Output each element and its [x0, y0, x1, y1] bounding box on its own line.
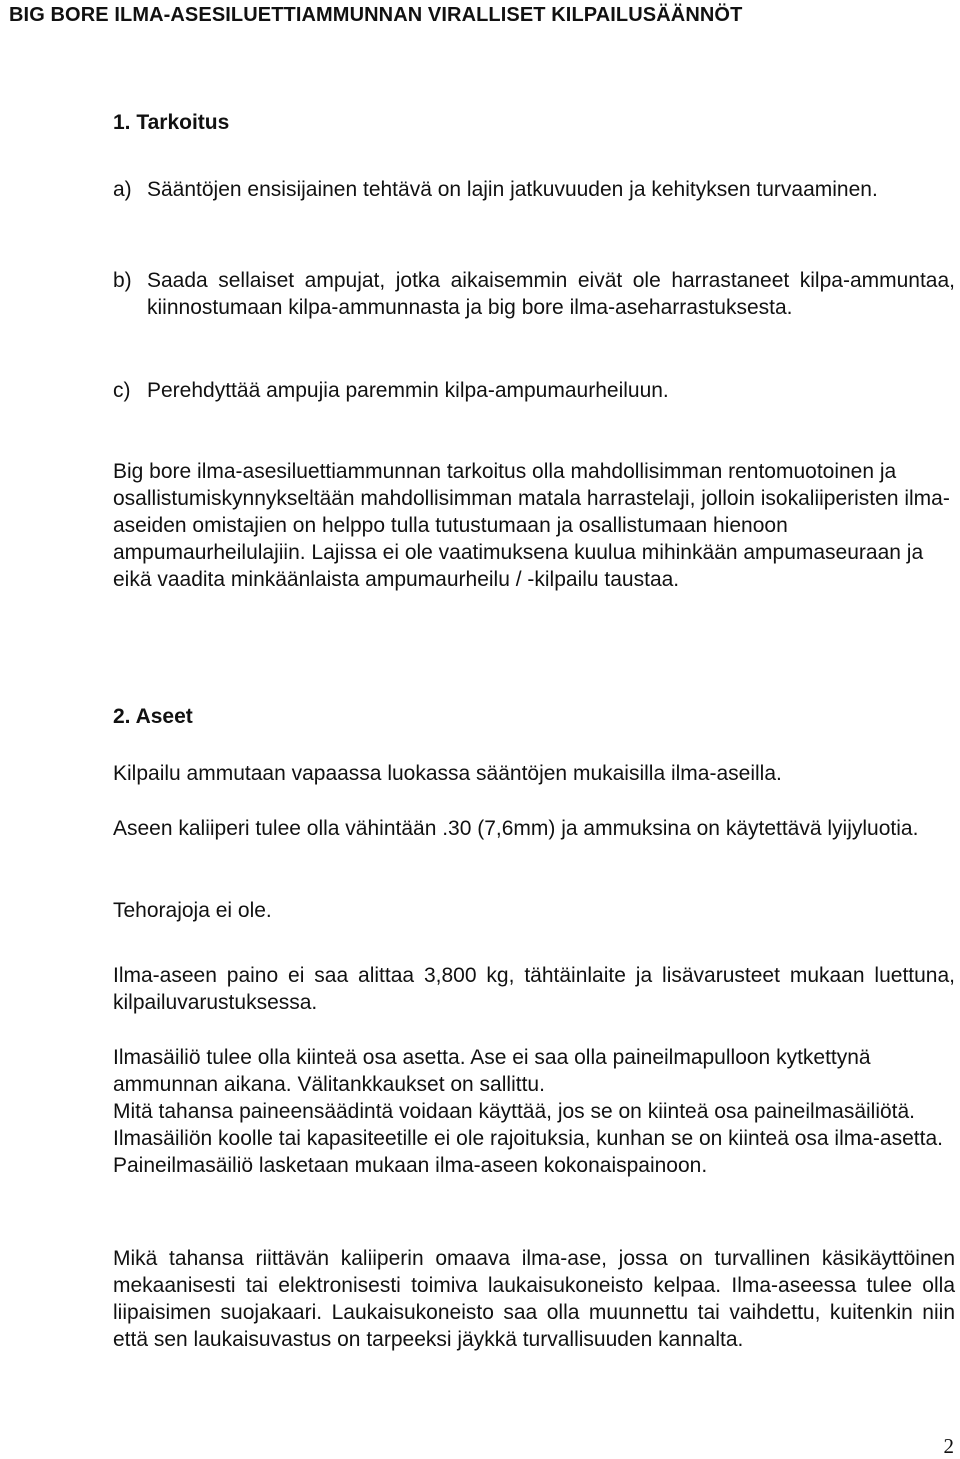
- page-number: 2: [943, 1434, 954, 1458]
- weapons-paragraph-3: Tehorajoja ei ole.: [113, 899, 272, 922]
- list-item-c: [113, 377, 955, 404]
- weapons-paragraph-6: Mitä tahansa paineensäädintä voidaan käyttää, jos se on kiinteä osa paineilmasäiliötä. Ilmasäiliön koolle tai kapasiteetille ei ole rajoituksia, kunhan se on kiinteä osa ilma-asetta. Paineilmasäiliö lasketaan mukaan ilma-aseen kokonaispainoon.: [113, 1100, 943, 1177]
- document-title: BIG BORE ILMA-ASESILUETTIAMMUNNAN VIRALLISET KILPAILUSÄÄNNÖT: [9, 4, 743, 26]
- list-item-b: [113, 267, 955, 321]
- section-2-heading: 2. Aseet: [113, 705, 193, 728]
- list-item-text: Perehdyttää ampujia paremmin kilpa-ampumaurheiluun.: [147, 379, 669, 402]
- list-item-text: Sääntöjen ensisijainen tehtävä on lajin jatkuvuuden ja kehityksen turvaaminen.: [147, 178, 878, 201]
- list-item-label: c): [113, 379, 131, 402]
- list-item-text: Saada sellaiset ampujat, jotka aikaisemmin eivät ole harrastaneet kilpa-ammuntaa, kiinnostumaan kilpa-ammunnasta ja big bore ilma-aseharrastuksesta.: [147, 269, 955, 319]
- list-item-a: [113, 176, 955, 203]
- weapons-paragraph-4: Ilma-aseen paino ei saa alittaa 3,800 kg, tähtäinlaite ja lisävarusteet mukaan luettuna, kilpailuvarustuksessa.: [113, 964, 955, 1014]
- weapons-paragraph-7: Mikä tahansa riittävän kaliiperin omaava ilma-ase, jossa on turvallinen käsikäyttöinen mekaanisesti tai elektronisesti toimiva laukaisukoneisto kelpaa. Ilma-aseessa tulee olla liipaisimen suojakaari. Laukaisukoneisto saa olla muunnettu tai vaihdettu, kuitenkin niin että sen laukaisuvastus on tarpeeksi jäykkä turvallisuuden kannalta.: [113, 1247, 955, 1351]
- list-item-label: b): [113, 269, 132, 292]
- list-item-label: a): [113, 178, 132, 201]
- purpose-paragraph: Big bore ilma-asesiluettiammunnan tarkoitus olla mahdollisimman rentomuotoinen ja osallistumiskynnykseltään mahdollisimman matala harrastelaji, jolloin isokaliiperisten ilma-aseiden omistajien on helppo tulla tutustumaan ja osallistumaan hienoon ampumaurheilulajiin. Lajissa ei ole vaatimuksena kuulua mihinkään ampumaseuraan ja eikä vaadita minkäänlaista ampumaurheilu / -kilpailu taustaa.: [113, 460, 950, 591]
- section-1-heading: 1. Tarkoitus: [113, 111, 230, 134]
- weapons-paragraph-2: Aseen kaliiperi tulee olla vähintään .30 (7,6mm) ja ammuksina on käytettävä lyijyluotia.: [113, 817, 919, 840]
- weapons-paragraph-5: Ilmasäiliö tulee olla kiinteä osa asetta. Ase ei saa olla paineilmapulloon kytkettynä ammunnan aikana. Välitankkaukset on sallittu.: [113, 1046, 871, 1096]
- weapons-paragraph-1: Kilpailu ammutaan vapaassa luokassa sääntöjen mukaisilla ilma-aseilla.: [113, 762, 782, 785]
